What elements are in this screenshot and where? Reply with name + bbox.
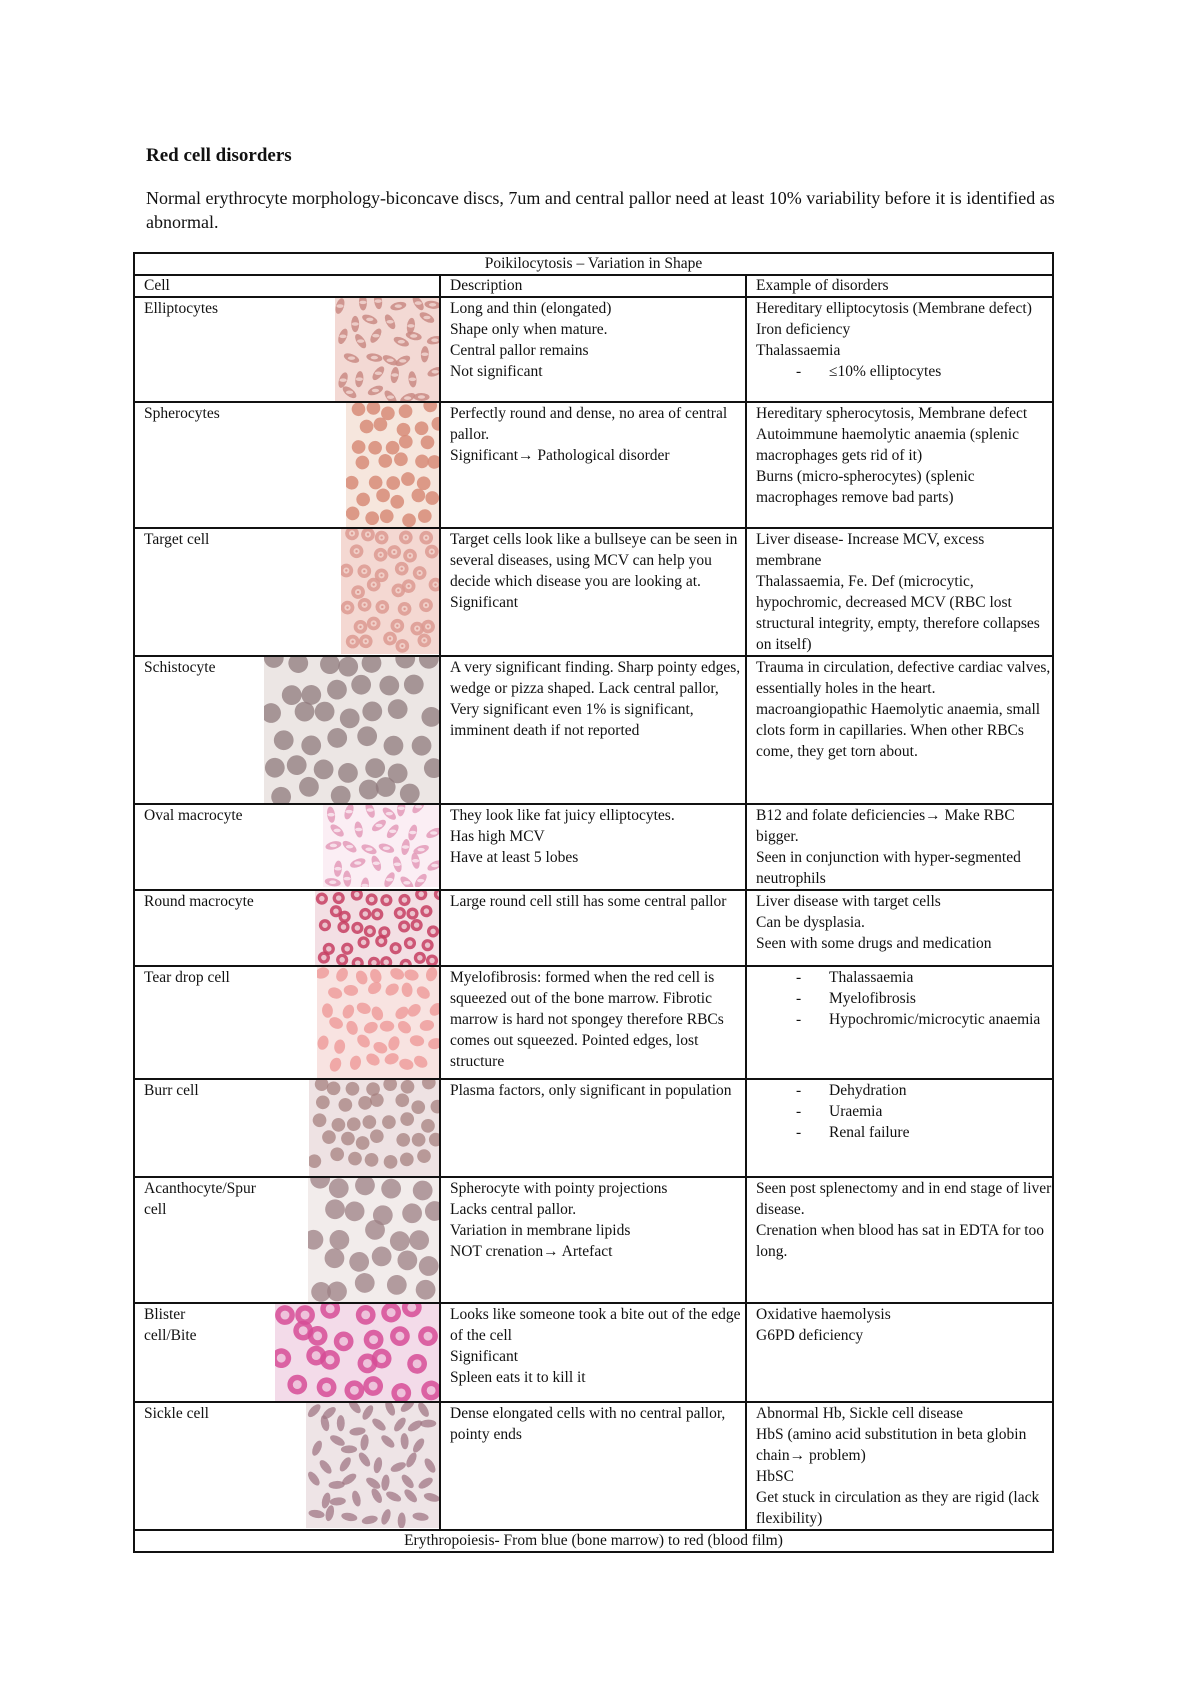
table-row: [134, 297, 1053, 402]
column-header-description: Description: [440, 275, 746, 297]
description-line: Significant→ Pathological disorder: [450, 447, 670, 464]
bullet-text: Thalassaemia: [829, 969, 914, 986]
cell-type-label: Tear drop cell: [144, 969, 230, 986]
description-cell: [440, 1303, 746, 1402]
example-line: Thalassaemia: [756, 342, 841, 359]
table-row: [134, 966, 1053, 1079]
cell-type-label: Spherocytes: [144, 405, 220, 422]
example-line: Oxidative haemolysis: [756, 1306, 891, 1323]
bullet-dash: -: [796, 363, 802, 380]
bullet-dash: -: [796, 1011, 802, 1028]
example-line: Seen in conjunction with hyper-segmented neutrophils: [756, 849, 1021, 887]
example-line: Seen with some drugs and medication: [756, 935, 992, 952]
example-line: Autoimmune haemolytic anaemia (splenic macrophages gets rid of it): [756, 426, 1019, 464]
description-line: Central pallor remains: [450, 342, 589, 359]
intro-paragraph: Normal erythrocyte morphology-biconcave discs, 7um and central pallor need at least 10% variability before it is identified as abnormal.: [146, 188, 1055, 232]
description-cell: [440, 966, 746, 1079]
column-header-row: [134, 275, 1053, 297]
description-line: Spherocyte with pointy projections: [450, 1180, 668, 1197]
bullet-text: Dehydration: [829, 1082, 907, 1099]
bullet-item: [756, 361, 1052, 382]
table-row: [134, 656, 1053, 804]
description-cell: [440, 1177, 746, 1303]
description-cell: [440, 1402, 746, 1530]
table-row: [134, 402, 1053, 528]
description-line: Long and thin (elongated): [450, 300, 612, 317]
example-line: HbS (amino acid substitution in beta globin chain→ problem): [756, 1426, 1027, 1464]
description-line: Lacks central pallor.: [450, 1201, 577, 1218]
bullet-dash: -: [796, 1103, 802, 1120]
column-header-examples: Example of disorders: [746, 275, 1053, 297]
description-line: Significant: [450, 594, 519, 611]
cell-type-label: Blister cell/Bite: [144, 1306, 197, 1344]
cell-type-label: Acanthocyte/Spur cell: [144, 1180, 256, 1218]
description-line: Spleen eats it to kill it: [450, 1369, 586, 1386]
cell-name-cell: [134, 1303, 440, 1402]
description-cell: [440, 297, 746, 402]
examples-cell: [746, 656, 1053, 804]
example-line: Thalassaemia, Fe. Def (microcytic, hypochromic, decreased MCV (RBC lost structural integrity, empty, therefore collapses on itself): [756, 573, 1040, 653]
bullet-text: Uraemia: [829, 1103, 883, 1120]
description-line: Have at least 5 lobes: [450, 849, 579, 866]
table-heading: Poikilocytosis – Variation in Shape: [134, 253, 1053, 275]
cell-name-cell: [134, 890, 440, 966]
bullet-text: Renal failure: [829, 1124, 910, 1141]
bullet-item: [756, 1080, 1052, 1101]
cell-name-cell: [134, 656, 440, 804]
bullet-dash: -: [796, 1082, 802, 1099]
bullet-item: [756, 967, 1052, 988]
description-line: NOT crenation→ Artefact: [450, 1243, 613, 1260]
description-line: Dense elongated cells with no central pallor, pointy ends: [450, 1405, 726, 1443]
cell-name-cell: [134, 966, 440, 1079]
bullet-item: [756, 1122, 1052, 1143]
example-line: Can be dysplasia.: [756, 914, 865, 931]
cell-name-cell: [134, 1079, 440, 1177]
cell-name-cell: [134, 402, 440, 528]
table-footer: Erythropoiesis- From blue (bone marrow) to red (blood film): [134, 1530, 1053, 1552]
example-line: HbSC: [756, 1468, 794, 1485]
example-line: Iron deficiency: [756, 321, 851, 338]
cell-type-label: Burr cell: [144, 1082, 199, 1099]
example-line: Liver disease with target cells: [756, 893, 941, 910]
description-line: Variation in membrane lipids: [450, 1222, 631, 1239]
bullet-text: Hypochromic/microcytic anaemia: [829, 1011, 1041, 1028]
cell-name-cell: [134, 297, 440, 402]
description-line: Not significant: [450, 363, 543, 380]
description-cell: [440, 528, 746, 656]
cell-name-cell: [134, 804, 440, 890]
examples-cell: [746, 890, 1053, 966]
description-line: Myelofibrosis: formed when the red cell is squeezed out of the bone marrow. Fibrotic marrow is hard not spongey therefore RBCs comes out squeezed. Pointed edges, lost structure: [450, 969, 724, 1070]
poikilocytosis-table: [133, 252, 1054, 1553]
description-line: Target cells look like a bullseye can be seen in several diseases, using MCV can help you decide which disease you are looking at.: [450, 531, 738, 590]
description-cell: [440, 1079, 746, 1177]
description-line: They look like fat juicy elliptocytes.: [450, 807, 675, 824]
description-line: Perfectly round and dense, no area of central pallor.: [450, 405, 728, 443]
bullet-text: Myelofibrosis: [829, 990, 916, 1007]
examples-cell: [746, 528, 1053, 656]
example-line: G6PD deficiency: [756, 1327, 864, 1344]
examples-cell: [746, 1079, 1053, 1177]
column-header-cell: Cell: [134, 275, 440, 297]
example-line: Get stuck in circulation as they are rigid (lack flexibility): [756, 1489, 1040, 1527]
example-line: Abnormal Hb, Sickle cell disease: [756, 1405, 964, 1422]
examples-cell: [746, 804, 1053, 890]
description-line: Plasma factors, only significant in population: [450, 1082, 732, 1099]
cell-type-label: Sickle cell: [144, 1405, 209, 1422]
footer-row: [134, 1530, 1053, 1552]
cell-type-label: Oval macrocyte: [144, 807, 243, 824]
table-row: [134, 1402, 1053, 1530]
examples-cell: [746, 1402, 1053, 1530]
example-line: macroangiopathic Haemolytic anaemia, small clots form in capillaries. When other RBCs come, they get torn about.: [756, 701, 1041, 760]
bullet-item: [756, 1009, 1052, 1030]
micrograph-image: [264, 657, 439, 803]
example-line: Liver disease- Increase MCV, excess membrane: [756, 531, 985, 569]
description-cell: [440, 402, 746, 528]
cell-type-label: Elliptocytes: [144, 300, 219, 317]
table-row: [134, 528, 1053, 656]
cell-name-cell: [134, 1177, 440, 1303]
example-line: Crenation when blood has sat in EDTA for too long.: [756, 1222, 1045, 1260]
description-cell: [440, 804, 746, 890]
bullet-dash: -: [796, 990, 802, 1007]
cell-type-label: Schistocyte: [144, 659, 216, 676]
description-line: Large round cell still has some central pallor: [450, 893, 727, 910]
example-line: Hereditary elliptocytosis (Membrane defect): [756, 300, 1032, 317]
table-row: [134, 1177, 1053, 1303]
table-row: [134, 1079, 1053, 1177]
examples-cell: [746, 966, 1053, 1079]
description-line: Looks like someone took a bite out of the edge of the cell: [450, 1306, 741, 1344]
document-title: Red cell disorders: [146, 145, 292, 166]
description-cell: [440, 890, 746, 966]
cell-name-cell: [134, 528, 440, 656]
bullet-text: ≤10% elliptocytes: [829, 363, 942, 380]
description-line: A very significant finding. Sharp pointy edges, wedge or pizza shaped. Lack central pallor, Very significant even 1% is significant, imminent death if not reported: [450, 659, 741, 739]
description-line: Shape only when mature.: [450, 321, 608, 338]
examples-cell: [746, 1303, 1053, 1402]
cell-type-label: Target cell: [144, 531, 210, 548]
description-line: Has high MCV: [450, 828, 545, 845]
table-row: [134, 1303, 1053, 1402]
example-line: Burns (micro-spherocytes) (splenic macrophages remove bad parts): [756, 468, 975, 506]
example-line: Trauma in circulation, defective cardiac valves, essentially holes in the heart.: [756, 659, 1051, 697]
description-cell: [440, 656, 746, 804]
examples-cell: [746, 1177, 1053, 1303]
cell-name-cell: [134, 1402, 440, 1530]
description-line: Significant: [450, 1348, 519, 1365]
example-line: B12 and folate deficiencies→ Make RBC bigger.: [756, 807, 1015, 845]
table-row: [134, 890, 1053, 966]
bullet-item: [756, 988, 1052, 1009]
examples-cell: [746, 402, 1053, 528]
example-line: Hereditary spherocytosis, Membrane defect: [756, 405, 1028, 422]
table-row: [134, 804, 1053, 890]
bullet-dash: -: [796, 1124, 802, 1141]
bullet-item: [756, 1101, 1052, 1122]
example-line: Seen post splenectomy and in end stage of liver disease.: [756, 1180, 1052, 1218]
examples-cell: [746, 297, 1053, 402]
bullet-dash: -: [796, 969, 802, 986]
cell-type-label: Round macrocyte: [144, 893, 254, 910]
